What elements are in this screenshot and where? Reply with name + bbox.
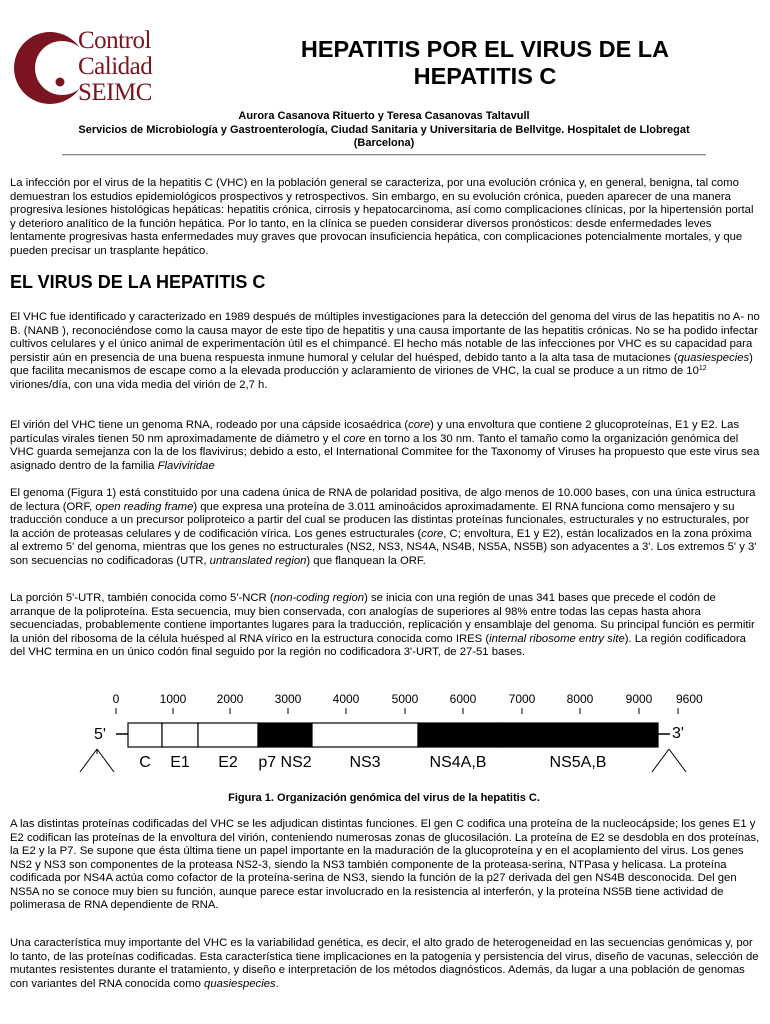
- author-affiliation-city: (Barcelona): [353, 137, 415, 149]
- genome-segment: [258, 723, 312, 747]
- genome-segment: [312, 723, 418, 747]
- segment-label: NS5A,B: [549, 754, 607, 771]
- p2-text-3: en torno a los 30 nm. Tanto el tamaño como la organización genómica del VHC guarda semejanza con la de los flavivirus; debido a esto, el International Commitee for the Taxonomy of Viruses ha propuesto que este virus sea asignado dentro de la familia: [10, 432, 760, 472]
- segment-label: E1: [170, 754, 190, 771]
- p4-text: La porción 5'-UTR, también conocida como 5'-NCR (: [10, 592, 274, 604]
- page-title: [200, 36, 770, 90]
- scale-label: 3000: [274, 692, 302, 706]
- paragraph-1: [10, 311, 760, 392]
- section-heading: EL VIRUS DE LA HEPATITIS C: [10, 272, 266, 292]
- scale-label: 7000: [508, 692, 536, 706]
- p2-italic-3: Flaviviridae: [157, 459, 215, 472]
- scale-label: 9000: [625, 692, 653, 706]
- scale-label: 1000: [159, 692, 187, 706]
- segment-label: C: [139, 754, 151, 771]
- p4-italic: non-coding region: [273, 592, 365, 604]
- paragraph-6: [10, 937, 760, 991]
- seimc-logo: [12, 28, 180, 108]
- scale-label: 9600: [676, 692, 703, 706]
- p4-text-3: ). La región codificadora del VHC termina en un único codón final seguido por la región no codificadora 3'-URT, de 27-51 bases.: [10, 632, 746, 658]
- scale-label: 4000: [332, 692, 360, 706]
- segment-label: NS4A,B: [429, 754, 487, 771]
- segment-label: NS3: [349, 754, 381, 771]
- figure-caption: Figura 1. Organización genómica del virus de la hepatitis C.: [228, 792, 540, 804]
- segment-label: p7 NS2: [258, 754, 312, 771]
- p6-text-2: .: [275, 977, 279, 990]
- title-line-1: HEPATITIS POR EL VIRUS DE LA: [300, 36, 670, 62]
- paragraph-3: [10, 487, 760, 568]
- intro-paragraph: La infección por el virus de la hepatitis C (VHC) en la población general se caracteriza, por una evolución crónica y, en general, benigna, tal como demuestran los estudios epidemiológicos prospectivos y retrospectivos. Sin embargo, en su evolución crónica, pueden aparecer de una manera progresiva lesiones histológicas hepáticas: hepatitis crónica, cirrosis y hepatocarcinoma, así como complicaciones clínicas, por la hipertensión portal y deterioro analítico de la función hepática. Por lo tanto, en la clínica se pueden considerar diversos pronósticos: desde enfermedades leves lentamente progresivas hasta enfermedades muy graves que provocan insuficiencia hepática, con complicaciones potencialmente mortales, y que pueden precisar un trasplante hepático.: [10, 177, 754, 257]
- logo-text: [78, 28, 152, 106]
- segment-label: E2: [218, 754, 238, 771]
- logo-line-3: SEIMC: [78, 79, 152, 106]
- paragraph-4: [10, 592, 760, 660]
- p1-text: El VHC fue identificado y caracterizado en 1989 después de múltiples investigaciones para la detección del genoma del virus de las hepatitis no A- no B. (NANB ), reconociéndose como la causa mayor de este tipo de hepatitis y una causa importante de las hepatitis crónicas. No se ha podido infectar cultivos celulares y el único animal de experimentación útil es el chimpancé. El hecho más notable de las infecciones por VHC es su capacidad para persistir aún en presencia de una buena respuesta inmune humoral y celular del huésped, debido tanto a la alta tasa de mutaciones (: [10, 311, 760, 364]
- p1-superscript: 12: [698, 365, 707, 372]
- p3-italic-2: core: [421, 527, 444, 540]
- author-names: Aurora Casanova Rituerto y Teresa Casanovas Taltavull: [238, 110, 530, 122]
- authors-block: [0, 110, 768, 151]
- genome-right-cone: [652, 749, 686, 772]
- p4-italic-2: internal ribosome entry site: [489, 632, 625, 645]
- p3-italic: open reading frame: [95, 500, 194, 513]
- genome-figure: [78, 688, 703, 788]
- title-line-2: HEPATITIS C: [413, 63, 557, 89]
- logo-line-2: Calidad: [78, 53, 153, 80]
- title-divider: [62, 154, 706, 156]
- genome-segment: [198, 723, 258, 747]
- genome-3-prime: 3': [672, 725, 684, 742]
- p1-text-2: ) que facilita mecanismos de escape como a la elevada producción y aclaramiento de viriones de VHC, la cual se produce a un ritmo de 10: [10, 351, 753, 377]
- p2-text-2: ) y una envoltura que contiene 2 glucoproteínas, E1 y E2. Las partículas virales tienen 50 nm aproximadamente de diámetro y el: [10, 419, 740, 445]
- p1-text-3: viriones/día, con una vida media del virión de 2,7 h.: [10, 378, 268, 391]
- p1-italic: quasiespecies: [677, 351, 750, 364]
- scale-label: 5000: [391, 692, 419, 706]
- genome-segments: [128, 723, 658, 771]
- genome-segment: [498, 723, 658, 747]
- p3-text-2: ) que expresa una proteína de 3.011 aminoácidos aproximadamente. El RNA funciona como mensajero y su traducción conduce a un precursor poliproteico a partir del cual se producen las distintas proteínas funcionales, estructurales y no estructurales, por la acción de proteasas celulares y de codificación vírica. Los genes estructurales (: [10, 500, 750, 540]
- genome-left-cone: [80, 749, 114, 772]
- scale-label: 8000: [566, 692, 594, 706]
- genome-5-prime: 5': [94, 726, 106, 743]
- genome-segment: [128, 723, 162, 747]
- logo-line-1: Control: [78, 27, 151, 54]
- p2-text: El virión del VHC tiene un genoma RNA, rodeado por una cápside icosaédrica (: [10, 419, 409, 431]
- p4-text-2: ) se inicia con una región de unas 341 bases que precede el codón de arranque de la poliproteína. Esta secuencia, muy bien conservada, con analogías de superiores al 98% entre todas las cepas hasta ahora secuenciadas, probablemente contiene importantes lugares para la traducción, replicación y ensamblaje del genoma. Su principal función es permitir la unión del ribosoma de la célula huésped al RNA vírico en la estructura conocida como IRES (: [10, 592, 755, 645]
- scale-label: 2000: [216, 692, 244, 706]
- paragraph-5: A las distintas proteínas codificadas del VHC se les adjudican distintas funciones. El gen C codifica una proteína de la nucleocápside; los genes E1 y E2 codifican las proteínas de la envoltura del virión, conteniendo numerosas zonas de glucosilación. La proteína de E2 se desdobla en dos proteínas, la E2 y la P7. Se supone que ésta última tiene un papel importante en la maduración de la glucoproteína y en el acoplamiento del virus. Los genes NS2 y NS3 son componentes de la proteasa NS2-3, siendo la NS3 también componente de la proteasa-serina, NTPasa y helicasa. La proteína codificada por NS4A actúa como cofactor de la proteína-serina de NS3, siendo la función de la p27 derivada del gen NS4B desconocida. Del gen NS5A no se conoce muy bien su función, aunque parece estar involucrado en la resistencia al interferón, y la proteína NS5B tiene actividad de polimerasa de RNA dependiente de RNA.: [10, 818, 760, 911]
- p2-italic-2: core: [343, 432, 366, 445]
- scale-label: 0: [112, 692, 120, 706]
- p6-italic: quasiespecies: [204, 977, 276, 990]
- p3-italic-3: untranslated region: [209, 554, 307, 567]
- p3-text: El genoma (Figura 1) está constituido por una cadena única de RNA de polaridad positiva, de algo menos de 10.000 bases, con una única estructura de lectura (ORF,: [10, 487, 756, 513]
- p6-text: Una característica muy importante del VHC es la variabilidad genética, es decir, el alto grado de heterogeneidad en las secuencias genómicas y, por lo tanto, de las proteínas codificadas. Esta característica tiene implicaciones en la patogenia y persistencia del virus, diseño de vacunas, selección de mutantes resistentes durante el tratamiento, y diseño e interpretación de los métodos diagnósticos. Además, da lugar a una población de genomas con variantes del RNA conocida como: [10, 937, 759, 990]
- genome-segment: [418, 723, 498, 747]
- paragraph-2: [10, 419, 760, 473]
- p3-text-3: , C; envoltura, E1 y E2), están localizados en la zona próxima al extremo 5' del genoma, mientras que los genes no estructurales (NS2, NS3, NS4A, NS4B, NS5A, NS5B) son adyacentes a 3'. Los extremos 5' y 3' son secuencias no codificadoras (UTR,: [10, 527, 757, 567]
- genome-scale: [113, 692, 703, 714]
- p3-text-4: ) que flanquean la ORF.: [306, 554, 426, 567]
- p2-italic: core: [408, 419, 431, 431]
- scale-label: 6000: [449, 692, 477, 706]
- author-affiliation: Servicios de Microbiología y Gastroenterología, Ciudad Sanitaria y Universitaria de Bellvitge. Hospitalet de Llobregat: [78, 123, 690, 136]
- genome-segment: [162, 723, 198, 747]
